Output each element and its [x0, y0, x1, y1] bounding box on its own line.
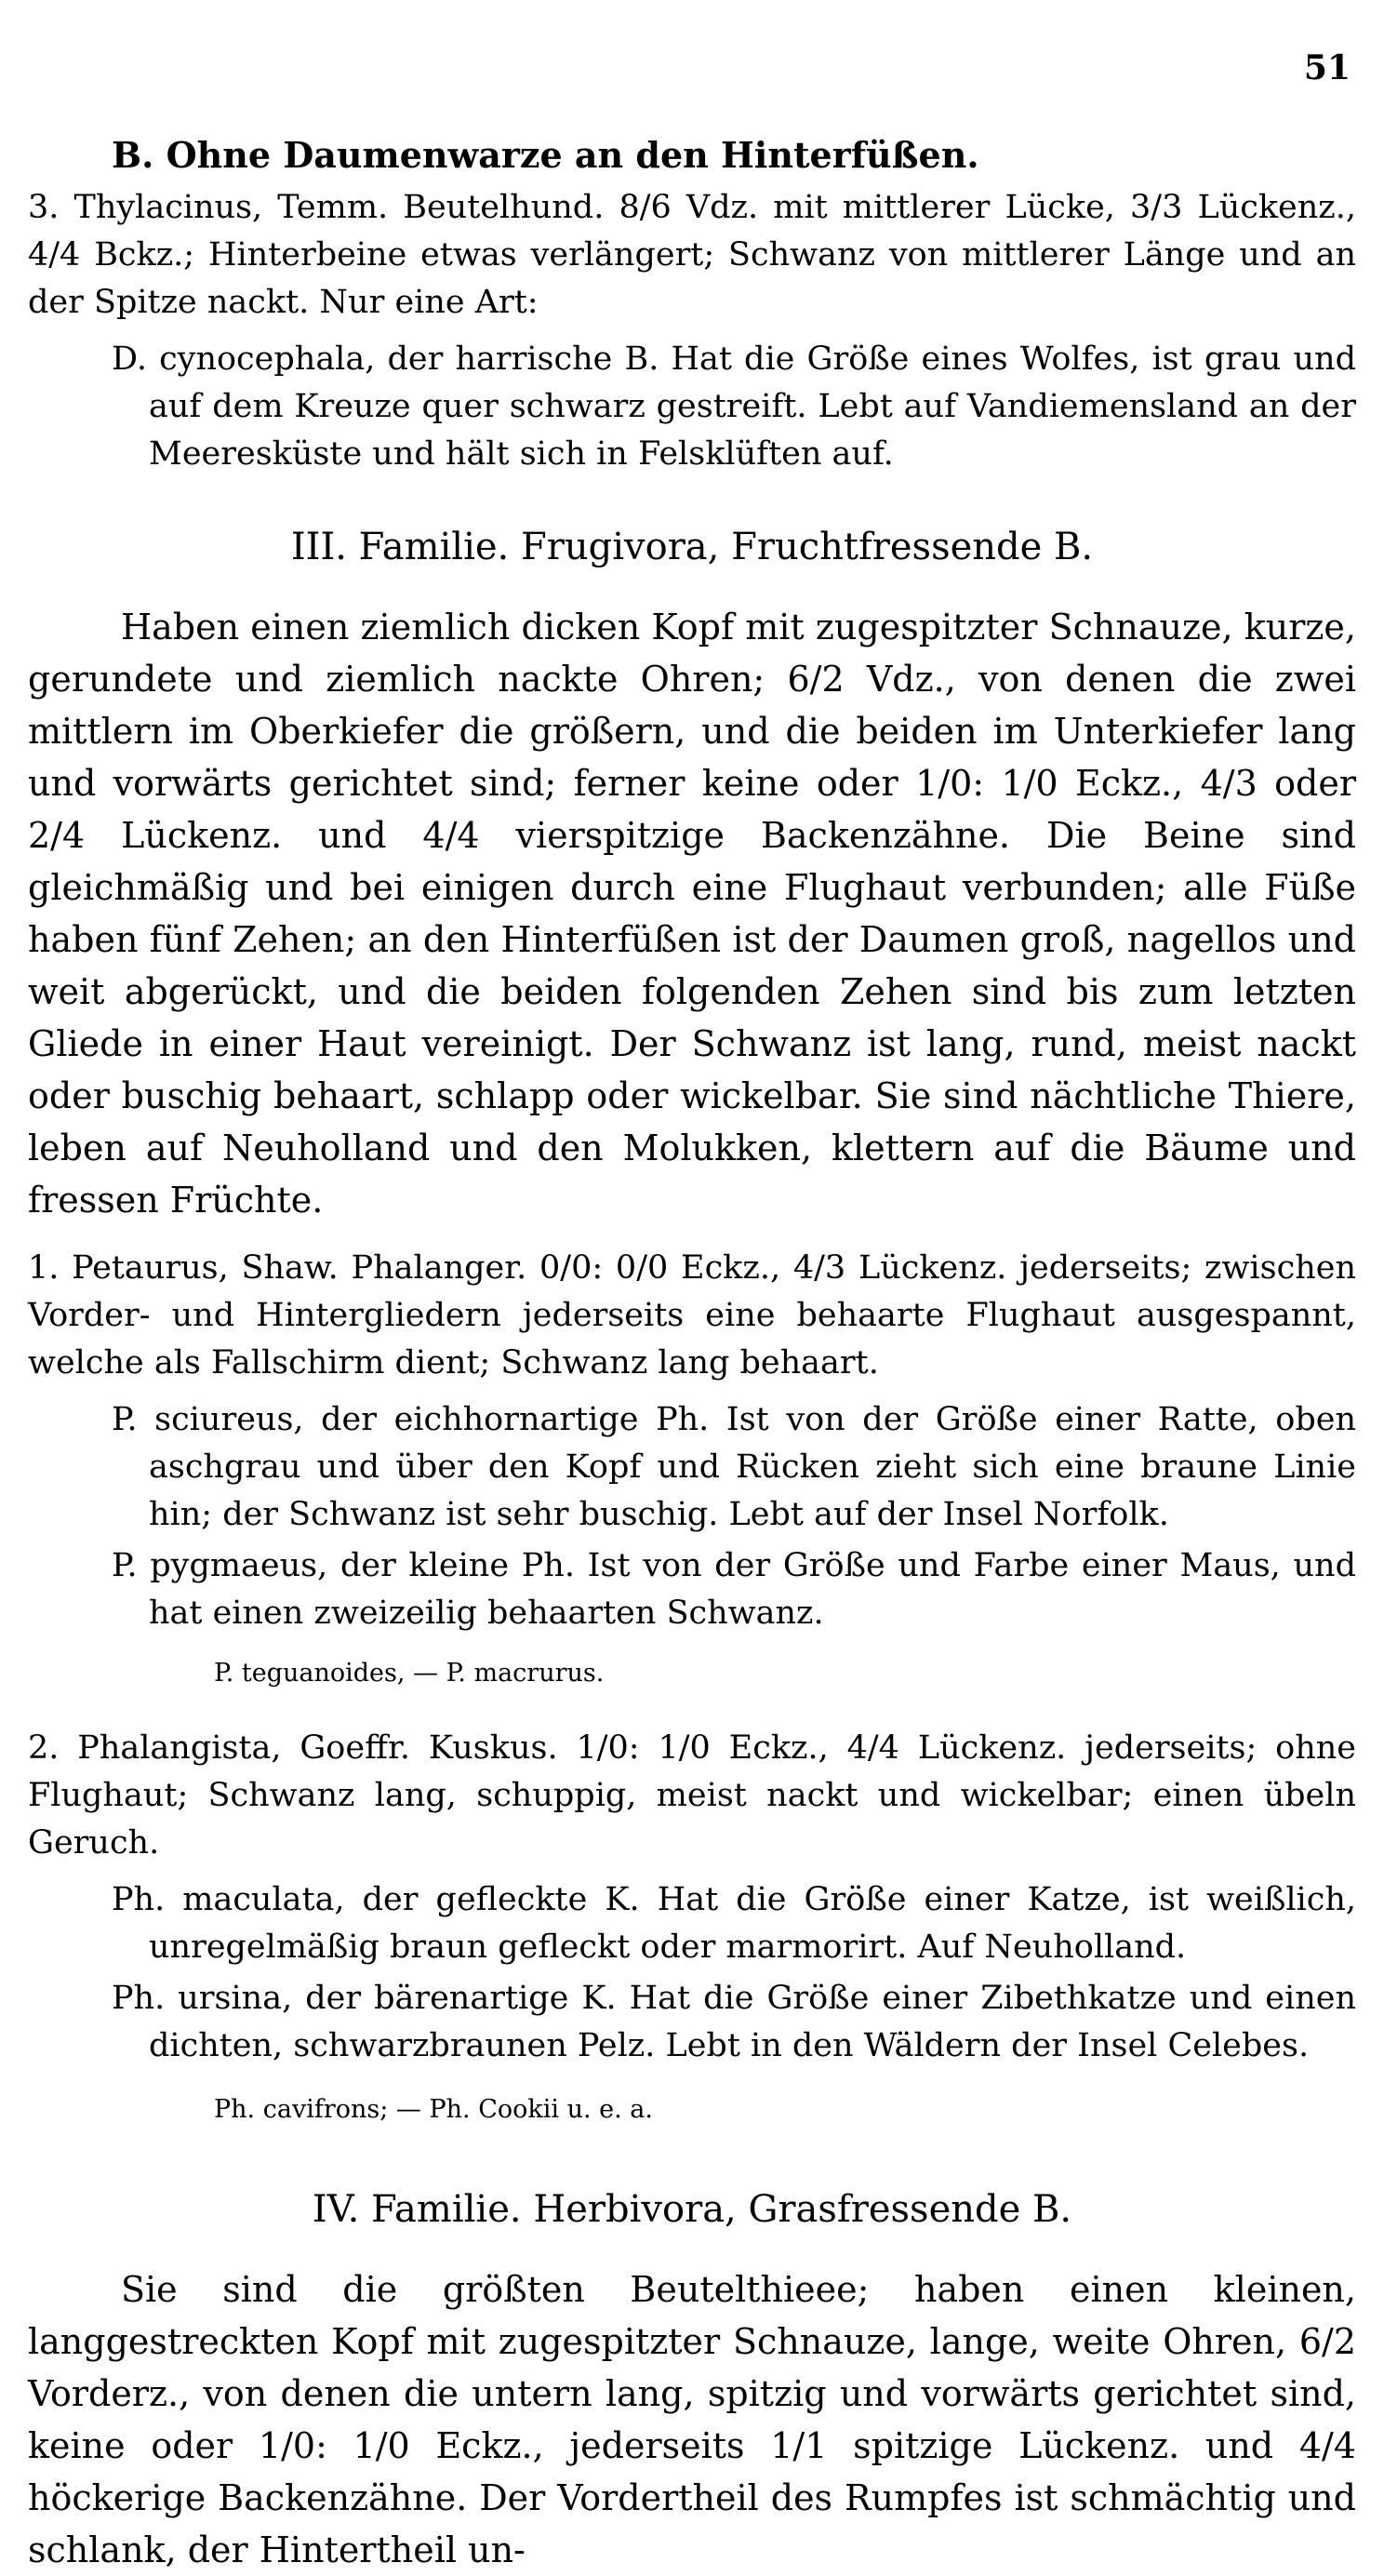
- species-pygmaeus: P. pygmaeus, der kleine Ph. Ist von der Größe und Farbe einer Maus, und hat einen zweizeilig behaarten Schwanz.: [112, 1547, 1356, 1632]
- family-4-description: Sie sind die größten Beutelthieee; haben einen kleinen, langgestreckten Kopf mit zugespitzter Schnauze, lange, weite Ohren, 6/2 Vorderz., von denen die untern lang, spitzig und vorwärts gerichtet sind, keine oder 1/0: 1/0 Eckz., jederseits 1/1 spitzige Lückenz. und 4/4 höckerige Backenzähne. Der Vordertheil des Rumpfes ist schmächtig und schlank, der Hintertheil un-: [28, 2269, 1356, 2570]
- genus-phalangista: 2. Phalangista, Goeffr. Kuskus. 1/0: 1/0 Eckz., 4/4 Lückenz. jederseits; ohne Flughaut; Schwanz lang, schuppig, meist nackt und wickelbar; einen übeln Geruch.: [28, 1729, 1356, 1862]
- genus-petaurus: 1. Petaurus, Shaw. Phalanger. 0/0: 0/0 Eckz., 4/3 Lückenz. jederseits; zwischen Vorder- und Hintergliedern jederseits eine behaarte Flughaut ausgespannt, welche als Fallschirm dient; Schwanz lang behaart.: [28, 1249, 1356, 1381]
- section-b-heading: B. Ohne Daumenwarze an den Hinterfüßen.: [112, 134, 979, 176]
- species-sciureus: P. sciureus, der eichhornartige Ph. Ist von der Größe einer Ratte, oben aschgrau und über den Kopf und Rücken zieht sich eine braune Linie hin; der Schwanz ist sehr buschig. Lebt auf der Insel Norfolk.: [112, 1401, 1356, 1533]
- petaurus-other-species: P. teguanoides, — P. macrurus.: [214, 1659, 605, 1688]
- family-4-heading: IV. Familie. Herbivora, Grasfressende B.: [312, 2188, 1072, 2231]
- family-3-heading: III. Familie. Frugivora, Fruchtfressende B.: [290, 526, 1094, 568]
- page-number: 51: [1303, 48, 1351, 87]
- genus-thylacinus: 3. Thylacinus, Temm. Beutelhund. 8/6 Vdz. mit mittlerer Lücke, 3/3 Lückenz., 4/4 Bckz.; Hinterbeine etwas verlängert; Schwanz von mittlerer Länge und an der Spitze nackt. Nur eine Art:: [28, 189, 1356, 321]
- species-ursina: Ph. ursina, der bärenartige K. Hat die Größe einer Zibethkatze und einen dichten, schwarzbraunen Pelz. Lebt in den Wäldern der Insel Celebes.: [112, 1980, 1356, 2064]
- phalangista-other-species: Ph. cavifrons; — Ph. Cookii u. e. a.: [214, 2095, 653, 2124]
- species-maculata: Ph. maculata, der gefleckte K. Hat die Größe einer Katze, ist weißlich, unregelmäßig braun gefleckt oder marmorirt. Auf Neuholland.: [112, 1881, 1356, 1966]
- family-3-description: Haben einen ziemlich dicken Kopf mit zugespitzter Schnauze, kurze, gerundete und ziemlich nackte Ohren; 6/2 Vdz., von denen die zwei mittlern im Oberkiefer die größern, und die beiden im Unterkiefer lang und vorwärts gerichtet sind; ferner keine oder 1/0: 1/0 Eckz., 4/3 oder 2/4 Lückenz. und 4/4 vierspitzige Backenzähne. Die Beine sind gleichmäßig und bei einigen durch eine Flughaut verbunden; alle Füße haben fünf Zehen; an den Hinterfüßen ist der Daumen groß, nagellos und weit abgerückt, und die beiden folgenden Zehen sind bis zum letzten Gliede in einer Haut vereinigt. Der Schwanz ist lang, rund, meist nackt oder buschig behaart, schlapp oder wickelbar. Sie sind nächtliche Thiere, leben auf Neuholland und den Molukken, klettern auf die Bäume und fressen Früchte.: [28, 607, 1356, 1221]
- species-cynocephala: D. cynocephala, der harrische B. Hat die Größe eines Wolfes, ist grau und auf dem Kreuze quer schwarz gestreift. Lebt auf Vandiemensland an der Meeresküste und hält sich in Felsklüften auf.: [112, 340, 1356, 473]
